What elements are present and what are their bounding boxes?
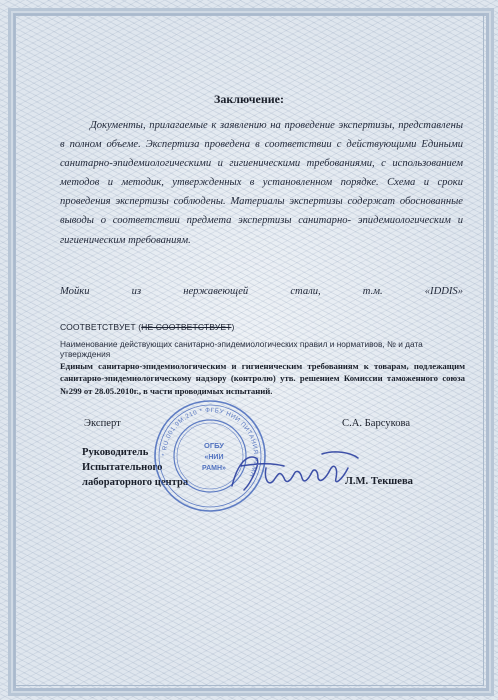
norms-text: Единым санитарно-эпидемиологическим и гигиеническим требованиям к товарам, подлежащим санитарно-эпидемиологическому надзору (контролю) утв. решением Комиссии таможенного союза №299 от 28.05.2010г., в части проводимых испытаний. (60, 361, 465, 396)
expert-role: Эксперт (84, 418, 121, 429)
compliance-open-paren: ( (135, 322, 142, 332)
conclusion-paragraph: Документы, прилагаемые к заявлению на проведение экспертизы, представлены в полном объеме. Экспертиза проведена в соответствии с действующими Едиными санитарно-эпидемиологическими и гигиеническими требованиями, с использованием методов и методик, утвержденных в установленном порядке. Схема и сроки проведения экспертизы соблюдены. Материалы экспертизы содержат обоснованные выводы о соответствии предмета экспертизы санитарно- эпидемиологическим и гигиеническим требованиям. (60, 120, 463, 246)
product-line (60, 286, 463, 297)
head-name: Л.М. Текшева (345, 476, 413, 487)
product-word: Мойки (60, 286, 90, 297)
compliance-close-paren: ) (231, 322, 235, 332)
conclusion-heading: Заключение: (214, 92, 284, 106)
stamp-ring-text: * RU.001.9М.210 * ФГБУ НИИ ПИТАНИЯ РАМН (160, 406, 260, 479)
head-role-line-2: Испытательного (82, 462, 163, 473)
compliance-struck-option: НЕ СООТВЕТСТВУЕТ (141, 322, 232, 332)
compliance-status (60, 322, 234, 332)
product-word: стали, (290, 286, 321, 297)
stamp-center-line: ОГБУ (204, 441, 224, 450)
product-word: нержавеющей (183, 286, 249, 297)
norms-label: Наименование действующих санитарно-эпидемиологических правил и нормативов, № и дата утверждения (60, 339, 423, 359)
product-word: т.м. (362, 286, 383, 297)
compliance-status-value: СООТВЕТСТВУЕТ (60, 322, 136, 332)
product-word: «IDDIS» (424, 286, 463, 297)
expert-name: С.А. Барсукова (342, 418, 411, 429)
head-role-line-1: Руководитель (82, 447, 149, 458)
stamp-center-line: «НИИ (204, 454, 224, 461)
signature (226, 444, 366, 504)
stamp-center-line: РАМН» (202, 465, 226, 472)
product-word: из (131, 286, 142, 297)
head-role-line-3: лабораторного центра (82, 477, 189, 488)
